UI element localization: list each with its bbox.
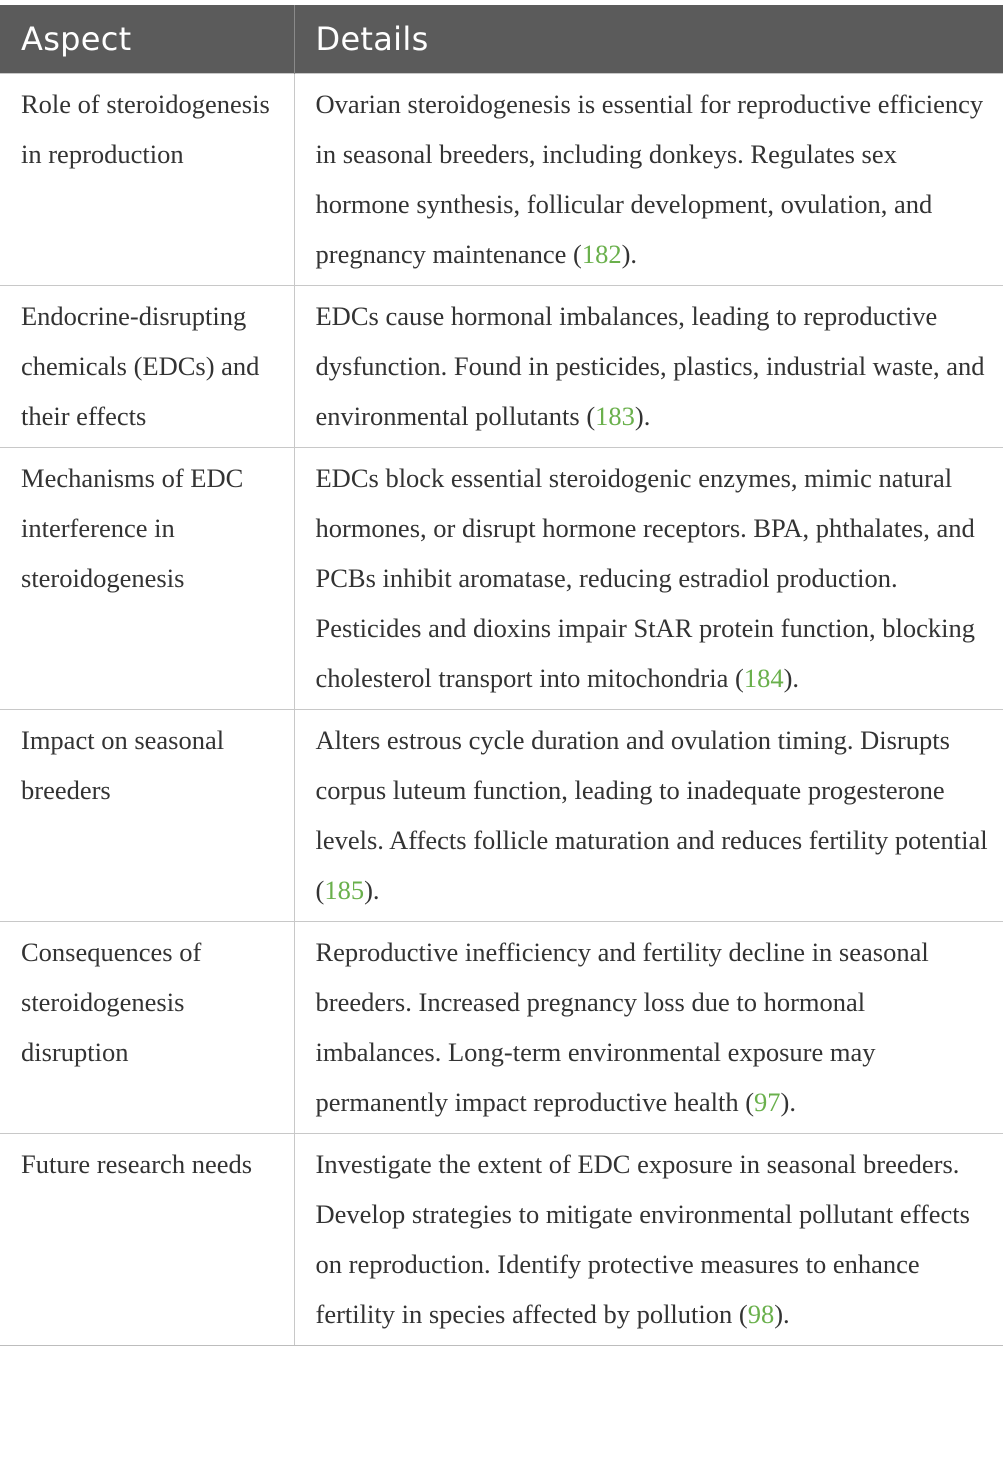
citation-link[interactable]: 184	[743, 663, 784, 693]
details-closing: ).	[783, 663, 800, 693]
aspect-cell: Mechanisms of EDC interference in steroidogenesis	[0, 448, 294, 710]
details-cell	[294, 710, 1003, 922]
details-closing: ).	[780, 1087, 796, 1117]
aspect-cell: Role of steroidogenesis in reproduction	[0, 74, 294, 286]
details-closing: ).	[774, 1299, 790, 1329]
table-row	[0, 922, 1003, 1134]
citation-link[interactable]: 182	[581, 239, 622, 269]
aspects-table	[0, 5, 1003, 1346]
citation-link[interactable]: 97	[754, 1087, 781, 1117]
details-cell	[294, 74, 1003, 286]
details-cell	[294, 286, 1003, 448]
details-cell	[294, 922, 1003, 1134]
aspect-cell: Future research needs	[0, 1134, 294, 1346]
details-text: Investigate the extent of EDC exposure in seasonal breeders. Develop strategies to mitigate environmental pollutant effects on reproduction. Identify protective measures to enhance fertility in species affected by pollution (	[315, 1149, 970, 1329]
header-row	[0, 5, 1003, 74]
aspect-cell: Impact on seasonal breeders	[0, 710, 294, 922]
details-text: EDCs block essential steroidogenic enzymes, mimic natural hormones, or disrupt hormone receptors. BPA, phthalates, and PCBs inhibit aromatase, reducing estradiol production. Pesticides and dioxins impair StAR protein function, blocking cholesterol transport into mitochondria (	[315, 463, 975, 693]
table-row	[0, 710, 1003, 922]
citation-link[interactable]: 185	[324, 875, 365, 905]
details-text: Reproductive inefficiency and fertility decline in seasonal breeders. Increased pregnancy loss due to hormonal imbalances. Long-term environmental exposure may permanently impact reproductive health (	[315, 937, 929, 1117]
details-text: Alters estrous cycle duration and ovulation timing. Disrupts corpus luteum function, leading to inadequate progesterone levels. Affects follicle maturation and reduces fertility potential (	[315, 725, 988, 905]
table-row	[0, 448, 1003, 710]
table-header	[0, 5, 1003, 74]
details-cell	[294, 448, 1003, 710]
citation-link[interactable]: 183	[595, 401, 635, 431]
aspect-cell: Endocrine-disrupting chemicals (EDCs) and their effects	[0, 286, 294, 448]
details-cell	[294, 1134, 1003, 1346]
citation-link[interactable]: 98	[747, 1299, 775, 1329]
table-row	[0, 286, 1003, 448]
details-text: EDCs cause hormonal imbalances, leading to reproductive dysfunction. Found in pesticides, plastics, industrial waste, and environmental pollutants (	[315, 301, 985, 431]
aspect-cell: Consequences of steroidogenesis disruption	[0, 922, 294, 1134]
details-text: Ovarian steroidogenesis is essential for reproductive efficiency in seasonal breeders, including donkeys. Regulates sex hormone synthesis, follicular development, ovulation, and pregnancy maintenance (	[315, 89, 984, 269]
table-row	[0, 74, 1003, 286]
header-details: Details	[294, 5, 1003, 74]
details-closing: ).	[364, 875, 380, 905]
details-closing: ).	[634, 401, 651, 431]
table-row	[0, 1134, 1003, 1346]
table-body	[0, 74, 1003, 1346]
details-closing: ).	[621, 239, 638, 269]
header-aspect: Aspect	[0, 5, 294, 74]
